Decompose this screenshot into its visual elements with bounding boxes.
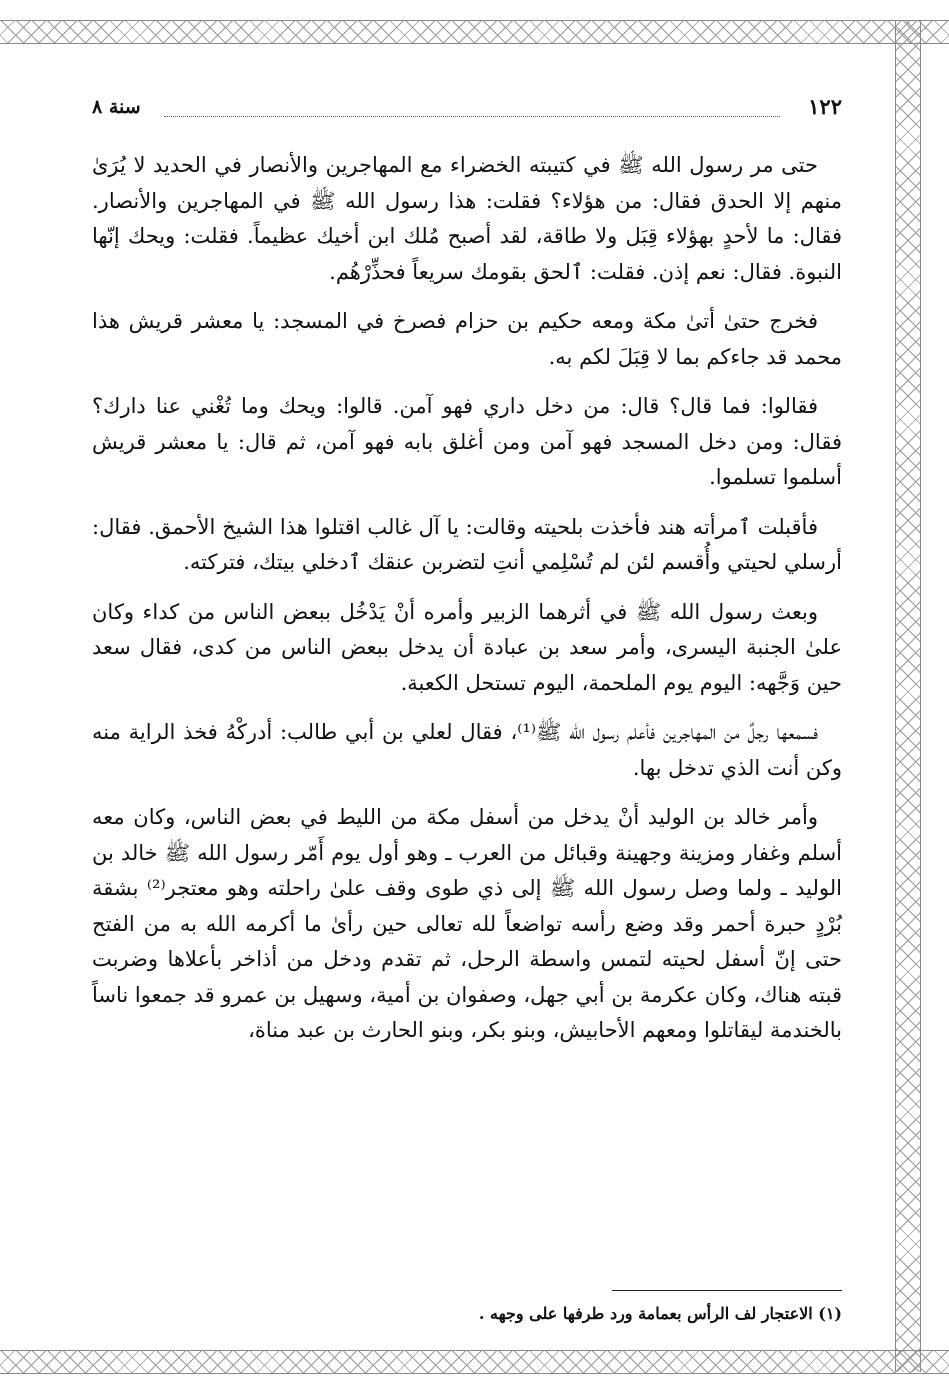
paragraph-4: فأقبلت ٱمرأته هند فأخذت بلحيته وقالت: يا آل غالب اقتلوا هذا الشيخ الأحمق. فقال: أرسلي لحيتي وأُقسم لئن لم تُسْلِمي أنتِ لتضربن عنقك ٱدخلي بيتك، فتركته. [92,514,842,574]
running-title: سنة ٨ [92,96,141,118]
page-body [92,148,842,1063]
header-dotted-rule [164,116,780,117]
paragraph-5: وبعث رسول الله ﷺ في أثرهما الزبير وأمره أنْ يَدْخُل ببعض الناس من كداء وكان علىٰ الجنبة اليسرى، وأمر سعد بن عبادة أن يدخل ببعض الناس من كدى، فقال سعد حين وَجَّهه: اليوم يوم الملحمة، اليوم تستحل الكعبة. [92,599,842,695]
footnote: (١) الاعتجار لف الرأس بعمامة ورد طرفها على وجهه . [478,1304,842,1323]
page-number: ١٢٢ [808,94,842,119]
decorative-border-right [895,20,921,1372]
page-header [92,94,842,124]
decorative-border-bottom [0,1350,949,1374]
paragraph-7: وأمر خالد بن الوليد أنْ يدخل من أسفل مكة من الليط في بعض الناس، وكان معه أسلم وغفار ومزينة وجهينة وقبائل من العرب ـ وهو أول يوم أَمّر رسول الله ﷺ خالد بن الوليد ـ ولما وصل رسول الله ﷺ إلى ذي طوى وقف علىٰ راحلته وهو معتجر⁽²⁾ بشقة بُرْدٍ حبرة أحمر وقد وضع رأسه تواضعاً لله تعالى حين رأىٰ ما أكرمه الله به من الفتح حتى إنّ أسفل لحيته لتمس واسطة الرحل، ثم تقدم ودخل من أذاخر بأعلاها وضربت قبته هناك، وكان عكرمة بن أبي جهل، وصفوان بن أمية، وسهيل بن عمرو قد جمعوا ناساً بالخندمة ليقاتلوا ومعهم الأحابيش، وبنو بكر، وبنو الحارث بن عبد مناة، [92,805,842,1042]
decorative-border-top [0,20,949,44]
paragraph-3: فقالوا: فما قال؟ قال: من دخل داري فهو آمن. قالوا: ويحك وما تُغْني عنا دارك؟ فقال: ومن دخل المسجد فهو آمن ومن أغلق بابه فهو آمن، ثم قال: يا معشر قريش أسلموا تسلموا. [92,394,842,489]
footnote-rule [612,1290,842,1291]
paragraph-6: فسمعها رجلٌ من المهاجرين فأعلم رسول الله ﷺ⁽¹⁾، فقال لعلي بن أبي طالب: أدركْهُ فخذ الراية منه وكن أنت الذي تدخل بها. [92,720,842,780]
paragraph-1: حتى مر رسول الله ﷺ في كتيبته الخضراء مع المهاجرين والأنصار في الحديد لا يُرَىٰ منهم إلا الحدق فقال: من هؤلاء؟ فقلت: هذا رسول الله ﷺ في المهاجرين والأنصار. فقال: ما لأحدٍ بهؤلاء قِبَل ولا طاقة، لقد أصبح مُلك ابن أخيك عظيماً. فقلت: ويحك إنّها النبوة. فقال: نعم إذن. فقلت: ٱلحق بقومك سريعاً فحذِّرْهُم. [92,153,842,284]
paragraph-2: فخرج حتىٰ أتىٰ مكة ومعه حكيم بن حزام فصرخ في المسجد: يا معشر قريش هذا محمد قد جاءكم بما لا قِبَلَ لكم به. [92,309,842,369]
